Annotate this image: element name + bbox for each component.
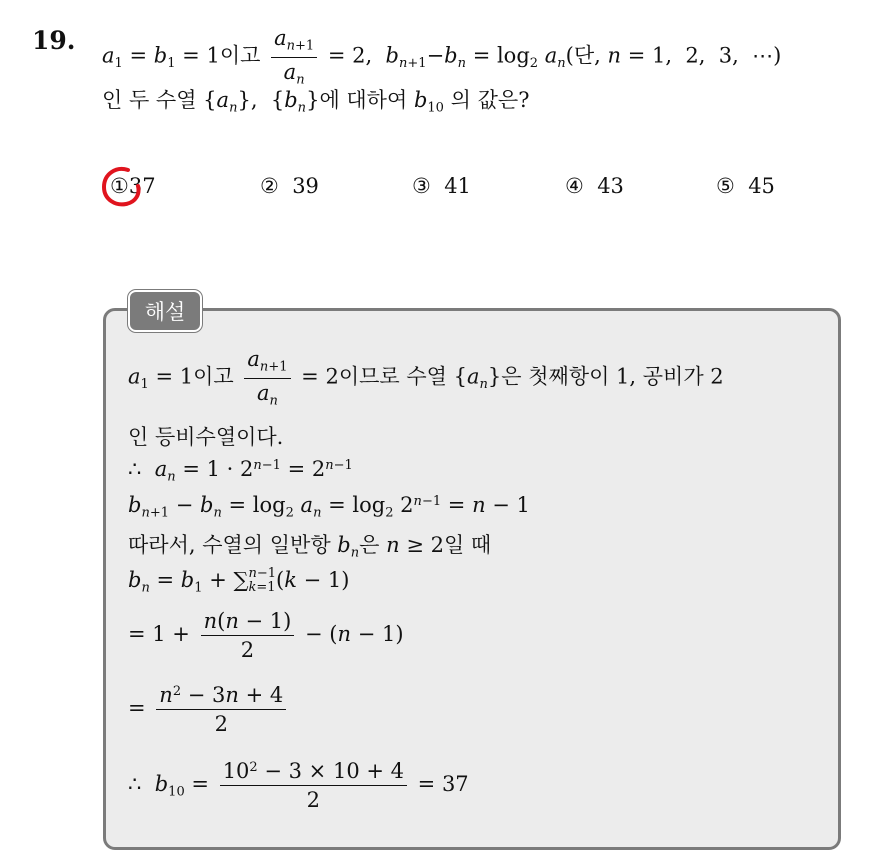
selected-circle-mark-icon (98, 164, 146, 210)
question-number: 19. (32, 26, 76, 55)
choice-3[interactable]: ③ 41 (412, 174, 471, 198)
solution-line-8: = $\frac{n^2 - 3n + 4}{2}$ (128, 683, 290, 736)
solution-line-2: 인 등비수열이다. (128, 425, 284, 449)
problem-condition-line: $a_1 = b_1 = 1$이고 $\frac{a_{n+1}}{a_n}$ = 2, $b_{n+1}-b_n = \log_2 a_n$(단, n = 1, 2, 3, ⋯) (102, 26, 782, 88)
choice-5[interactable]: ⑤ 45 (716, 174, 775, 198)
choice-4[interactable]: ④ 43 (565, 174, 624, 198)
solution-line-1: $a_1 = 1$이고 $\frac{a_{n+1}}{a_n}$ = 2이므로 수열 $\{a_n\}$은 첫째항이 1, 공비가 2 (128, 347, 724, 409)
solution-box (103, 308, 841, 850)
ratio-fraction: $\frac{a_{n+1}}{a_n}$ (271, 26, 317, 88)
solution-line-4: $b_{n+1} - b_n = \log_2 a_n = \log_2 2^{n-1} = n - 1$ (128, 493, 530, 521)
choice-1[interactable]: ①37 (110, 174, 156, 198)
choice-2[interactable]: ② 39 (260, 174, 319, 198)
solution-tag: 해설 (128, 290, 202, 332)
solution-line-3: ∴ $a_n = 1 \cdot 2^{n-1} = 2^{n-1}$ (128, 457, 353, 485)
solution-line-9: ∴ $b_{10}$ = $\frac{10^2 - 3 \times 10 + 4}{2}$ = 37 (128, 759, 469, 813)
answer-choices (110, 174, 810, 206)
solution-line-6: $b_n = b_1$ + ∑ n−1 k=1 (k − 1) (128, 566, 350, 596)
solution-line-5: 따라서, 수열의 일반항 $b_n$은 n ≥ 2일 때 (128, 533, 492, 561)
problem-question-line: 인 두 수열 $\{a_n\}$, $\{b_n\}$에 대하여 $b_{10}$ 의 값은? (102, 88, 530, 116)
solution-line-7: = 1 + $\frac{n(n - 1)}{2}$ − (n − 1) (128, 609, 404, 663)
